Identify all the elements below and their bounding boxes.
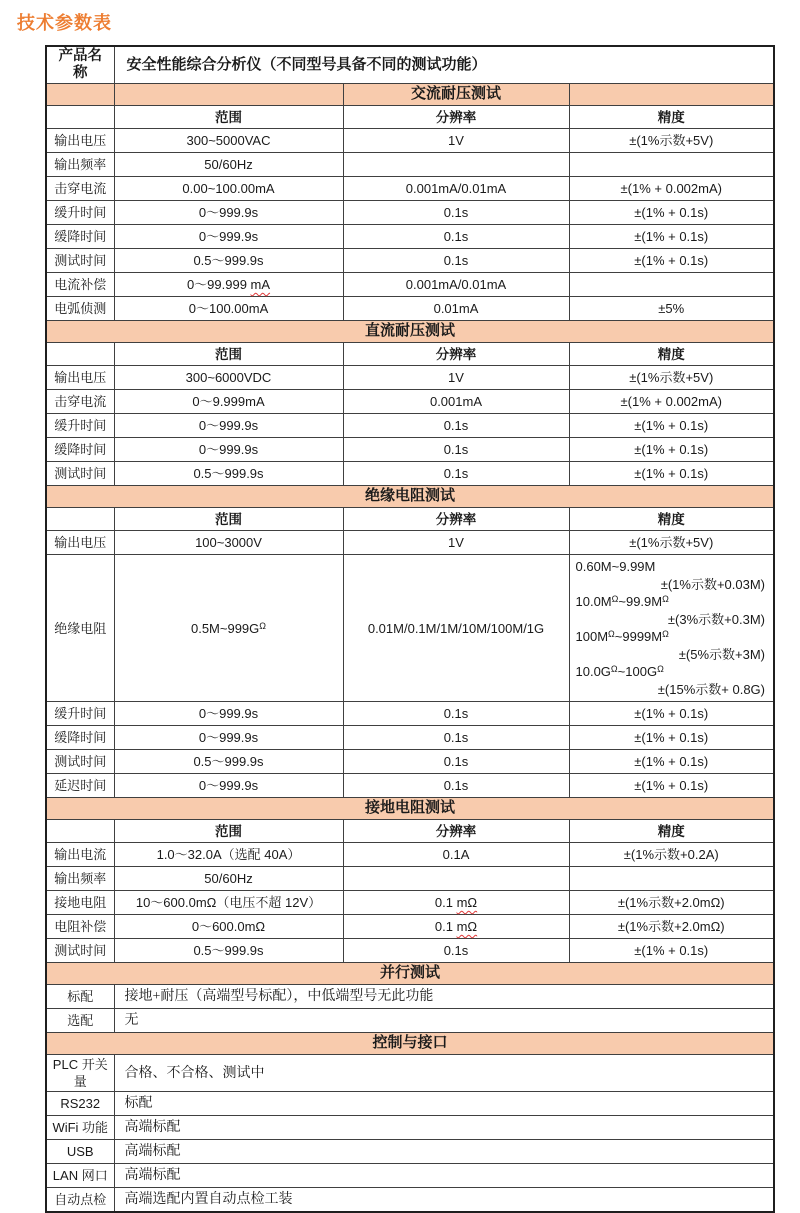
row-label: 测试时间	[46, 249, 114, 273]
spec-row	[46, 915, 774, 939]
col-header-resolution: 分辨率	[343, 343, 569, 366]
accuracy-cell: ±(1%示数+2.0mΩ)	[569, 891, 774, 915]
row-label: 输出电流	[46, 843, 114, 867]
range-cell: 0～999.9s	[114, 225, 343, 249]
product-row	[46, 46, 774, 84]
resolution-cell: 0.01mA	[343, 297, 569, 321]
spec-row	[46, 702, 774, 726]
kv-label: USB	[46, 1140, 114, 1164]
resolution-cell: 0.1A	[343, 843, 569, 867]
superscript-omega: Ω	[608, 629, 615, 639]
resolution-cell: 0.1s	[343, 726, 569, 750]
range-cell: 0.5～999.9s	[114, 462, 343, 486]
range-cell: 0～999.9s	[114, 702, 343, 726]
resolution-cell	[343, 153, 569, 177]
spellcheck-underline: mΩ	[456, 919, 478, 934]
resolution-cell: 0.1s	[343, 414, 569, 438]
col-header-accuracy: 精度	[569, 343, 774, 366]
column-header-row	[46, 820, 774, 843]
kv-label: PLC 开关量	[46, 1055, 114, 1092]
accuracy-cell: ±(1%示数+5V)	[569, 366, 774, 390]
resolution-cell: 0.1s	[343, 249, 569, 273]
range-cell: 0～999.9s	[114, 414, 343, 438]
resolution-cell: 0.1s	[343, 225, 569, 249]
range-cell: 0.5～999.9s	[114, 750, 343, 774]
spec-row	[46, 201, 774, 225]
corner-cell	[46, 343, 114, 366]
section-title: 并行测试	[46, 963, 774, 985]
superscript-omega: Ω	[610, 664, 618, 674]
kv-label: 标配	[46, 985, 114, 1009]
spec-row	[46, 462, 774, 486]
accuracy-line: ±(3%示数+0.3M)	[667, 611, 765, 627]
range-cell: 0～999.9s	[114, 774, 343, 798]
product-name-value: 安全性能综合分析仪（不同型号具备不同的测试功能）	[114, 46, 774, 84]
kv-row	[46, 1092, 774, 1116]
col-header-resolution: 分辨率	[343, 106, 569, 129]
col-header-accuracy: 精度	[569, 820, 774, 843]
section-spacer-cell	[569, 84, 774, 106]
accuracy-line: ±(1%示数+0.03M)	[660, 576, 765, 592]
accuracy-cell	[569, 273, 774, 297]
section-title: 接地电阻测试	[46, 798, 774, 820]
resolution-cell: 0.1 mΩ	[343, 891, 569, 915]
section-title-row	[46, 321, 774, 343]
accuracy-cell: ±(1% + 0.1s)	[569, 201, 774, 225]
row-label: 电阻补偿	[46, 915, 114, 939]
spec-row	[46, 531, 774, 555]
range-cell: 300~6000VDC	[114, 366, 343, 390]
row-label: 缓降时间	[46, 438, 114, 462]
range-cell: 0～999.9s	[114, 726, 343, 750]
kv-label: 选配	[46, 1009, 114, 1033]
kv-value: 高端选配内置自动点检工装	[114, 1188, 774, 1213]
resolution-cell: 0.001mA/0.01mA	[343, 273, 569, 297]
section-title-row	[46, 84, 774, 106]
kv-row	[46, 1055, 774, 1092]
kv-value: 合格、不合格、测试中	[114, 1055, 774, 1092]
row-label: 缓升时间	[46, 414, 114, 438]
section-spacer-cell	[46, 84, 114, 106]
range-cell: 0～100.00mA	[114, 297, 343, 321]
spellcheck-underline: mA	[250, 277, 271, 292]
accuracy-cell: ±(1% + 0.1s)	[569, 750, 774, 774]
row-label: 延迟时间	[46, 774, 114, 798]
section-title: 交流耐压测试	[343, 84, 569, 106]
accuracy-cell: ±(1% + 0.1s)	[569, 225, 774, 249]
column-header-row	[46, 508, 774, 531]
kv-value: 高端标配	[114, 1116, 774, 1140]
spec-row	[46, 774, 774, 798]
row-label: 缓升时间	[46, 201, 114, 225]
kv-label: LAN 网口	[46, 1164, 114, 1188]
kv-label: RS232	[46, 1092, 114, 1116]
spellcheck-underline: mΩ	[456, 895, 478, 910]
row-label: 接地电阻	[46, 891, 114, 915]
resolution-cell: 1V	[343, 531, 569, 555]
range-cell: 0.5～999.9s	[114, 939, 343, 963]
row-label: 缓降时间	[46, 225, 114, 249]
row-label: 击穿电流	[46, 177, 114, 201]
range-cell: 0～9.999mA	[114, 390, 343, 414]
kv-row	[46, 985, 774, 1009]
resolution-cell	[343, 867, 569, 891]
range-cell: 0～999.9s	[114, 201, 343, 225]
superscript-omega: Ω	[662, 629, 669, 639]
resolution-cell: 0.1s	[343, 774, 569, 798]
resolution-cell: 0.1s	[343, 939, 569, 963]
spec-row	[46, 438, 774, 462]
accuracy-cell: ±(1% + 0.1s)	[569, 702, 774, 726]
product-name-label: 产品名称	[46, 46, 114, 84]
col-header-accuracy: 精度	[569, 106, 774, 129]
accuracy-cell: ±5%	[569, 297, 774, 321]
row-label: 测试时间	[46, 462, 114, 486]
superscript-omega: Ω	[657, 664, 664, 674]
accuracy-cell: ±(1% + 0.1s)	[569, 726, 774, 750]
spec-row	[46, 297, 774, 321]
accuracy-line: $10.0M^\Omega\sim 99.9M^\Omega$	[575, 594, 669, 609]
range-cell: 100~3000V	[114, 531, 343, 555]
corner-cell	[46, 508, 114, 531]
col-header-accuracy: 精度	[569, 508, 774, 531]
section-spacer-cell	[114, 84, 343, 106]
row-label: 缓升时间	[46, 702, 114, 726]
section-title-row	[46, 963, 774, 985]
range-cell: 50/60Hz	[114, 153, 343, 177]
col-header-resolution: 分辨率	[343, 820, 569, 843]
accuracy-cell: ±(1% + 0.1s)	[569, 939, 774, 963]
kv-row	[46, 1009, 774, 1033]
row-label: 测试时间	[46, 939, 114, 963]
accuracy-line: $100M^\Omega\sim 9999M^\Omega$	[575, 629, 669, 644]
column-header-row	[46, 106, 774, 129]
spec-row	[46, 414, 774, 438]
row-label: 击穿电流	[46, 390, 114, 414]
superscript-omega: Ω	[611, 594, 619, 604]
section-title: 控制与接口	[46, 1033, 774, 1055]
range-cell: 0.5～999.9s	[114, 249, 343, 273]
range-cell: 0～999.9s	[114, 438, 343, 462]
col-header-resolution: 分辨率	[343, 508, 569, 531]
kv-value: 高端标配	[114, 1140, 774, 1164]
accuracy-cell: ±(1%示数+0.2A)	[569, 843, 774, 867]
spec-row	[46, 273, 774, 297]
accuracy-cell	[569, 153, 774, 177]
resolution-cell: 0.001mA	[343, 390, 569, 414]
kv-label: 自动点检	[46, 1188, 114, 1213]
col-header-range: 范围	[114, 820, 343, 843]
resolution-cell: 0.1s	[343, 750, 569, 774]
col-header-range: 范围	[114, 106, 343, 129]
spec-row	[46, 867, 774, 891]
section-title-row	[46, 798, 774, 820]
resolution-cell: 1V	[343, 366, 569, 390]
corner-cell	[46, 820, 114, 843]
spec-row	[46, 939, 774, 963]
accuracy-cell	[569, 555, 774, 702]
superscript-omega: Ω	[662, 594, 669, 604]
row-label: 输出频率	[46, 867, 114, 891]
kv-value: 无	[114, 1009, 774, 1033]
spec-row	[46, 750, 774, 774]
accuracy-cell: ±(1% + 0.1s)	[569, 774, 774, 798]
range-cell: 0～99.999 mA	[114, 273, 343, 297]
accuracy-cell: ±(1% + 0.1s)	[569, 414, 774, 438]
accuracy-cell: ±(1% + 0.1s)	[569, 462, 774, 486]
accuracy-cell: ±(1% + 0.1s)	[569, 249, 774, 273]
row-label: 缓降时间	[46, 726, 114, 750]
kv-value: 接地+耐压（高端型号标配），中低端型号无此功能	[114, 985, 774, 1009]
row-label: 绝缘电阻	[46, 555, 114, 702]
kv-value: 标配	[114, 1092, 774, 1116]
kv-row	[46, 1140, 774, 1164]
kv-value: 高端标配	[114, 1164, 774, 1188]
resolution-cell: 0.001mA/0.01mA	[343, 177, 569, 201]
section-title-row	[46, 486, 774, 508]
resolution-cell: 0.1s	[343, 462, 569, 486]
resolution-cell: 0.01M/0.1M/1M/10M/100M/1G	[343, 555, 569, 702]
range-cell: 0～600.0mΩ	[114, 915, 343, 939]
spec-table-body	[46, 46, 774, 1212]
resolution-cell: 0.1 mΩ	[343, 915, 569, 939]
section-title-row	[46, 1033, 774, 1055]
accuracy-cell: ±(1%示数+5V)	[569, 129, 774, 153]
spec-row	[46, 153, 774, 177]
spec-row	[46, 555, 774, 702]
spec-row	[46, 129, 774, 153]
spec-row	[46, 390, 774, 414]
range-cell: 300~5000VAC	[114, 129, 343, 153]
kv-label: WiFi 功能	[46, 1116, 114, 1140]
column-header-row	[46, 343, 774, 366]
row-label: 电流补偿	[46, 273, 114, 297]
col-header-range: 范围	[114, 508, 343, 531]
range-cell: 1.0～32.0A（选配 40A）	[114, 843, 343, 867]
resolution-cell: 0.1s	[343, 438, 569, 462]
accuracy-line: 0.60M~9.99M	[575, 559, 656, 574]
kv-row	[46, 1188, 774, 1213]
accuracy-line: ±(5%示数+3M)	[678, 646, 765, 662]
row-label: 测试时间	[46, 750, 114, 774]
row-label: 电弧侦测	[46, 297, 114, 321]
row-label: 输出频率	[46, 153, 114, 177]
spec-row	[46, 726, 774, 750]
resolution-cell: 1V	[343, 129, 569, 153]
range-cell: $0.5M\sim 999G^\Omega$	[114, 555, 343, 702]
accuracy-cell	[569, 867, 774, 891]
range-cell: 0.00~100.00mA	[114, 177, 343, 201]
spec-row	[46, 177, 774, 201]
accuracy-cell: ±(1%示数+5V)	[569, 531, 774, 555]
resolution-cell: 0.1s	[343, 702, 569, 726]
spec-table	[45, 45, 775, 1213]
spec-row	[46, 843, 774, 867]
spec-row	[46, 891, 774, 915]
page-title: 技术参数表	[17, 13, 112, 33]
accuracy-cell: ±(1% + 0.002mA)	[569, 390, 774, 414]
spec-row	[46, 366, 774, 390]
section-title: 直流耐压测试	[46, 321, 774, 343]
accuracy-cell: ±(1%示数+2.0mΩ)	[569, 915, 774, 939]
resolution-cell: 0.1s	[343, 201, 569, 225]
superscript-omega: Ω	[259, 620, 267, 631]
accuracy-cell: ±(1% + 0.1s)	[569, 438, 774, 462]
corner-cell	[46, 106, 114, 129]
row-label: 输出电压	[46, 531, 114, 555]
accuracy-cell: ±(1% + 0.002mA)	[569, 177, 774, 201]
row-label: 输出电压	[46, 366, 114, 390]
col-header-range: 范围	[114, 343, 343, 366]
range-cell: 10～600.0mΩ（电压不超 12V）	[114, 891, 343, 915]
kv-row	[46, 1116, 774, 1140]
spec-row	[46, 225, 774, 249]
accuracy-line: $10.0G^\Omega\sim 100G^\Omega$	[575, 664, 664, 679]
accuracy-line: ±(15%示数+ 0.8G)	[657, 681, 765, 697]
range-cell: 50/60Hz	[114, 867, 343, 891]
section-title: 绝缘电阻测试	[46, 486, 774, 508]
spec-row	[46, 249, 774, 273]
row-label: 输出电压	[46, 129, 114, 153]
kv-row	[46, 1164, 774, 1188]
